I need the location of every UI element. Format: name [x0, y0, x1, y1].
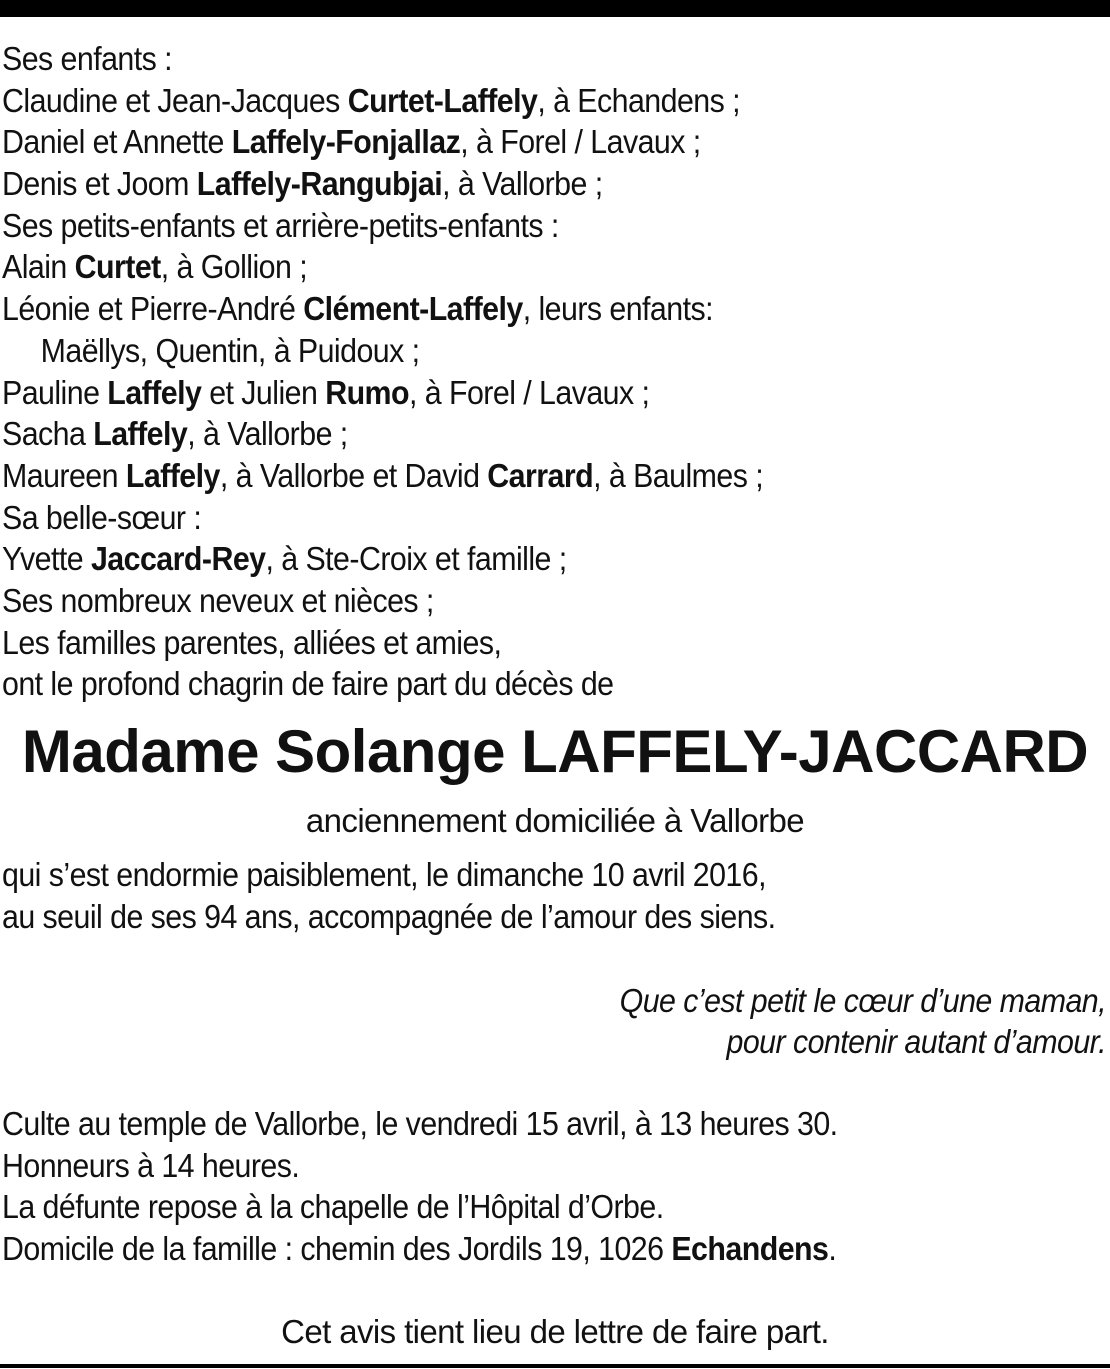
text-fragment: Culte au temple de Vallorbe, le vendredi 15 avril, à 13 heures 30. — [2, 1105, 838, 1142]
text-fragment: Les familles parentes, alliées et amies, — [2, 623, 502, 661]
text-line — [2, 497, 1014, 539]
name-bold: Clément-Laffely — [303, 290, 523, 328]
text-fragment: , à Vallorbe ; — [187, 415, 348, 453]
text-line — [2, 80, 1014, 122]
text-fragment: La défunte repose à la chapelle de l’Hôpital d’Orbe. — [2, 1188, 664, 1226]
ceremony-details — [2, 1103, 1102, 1270]
text-fragment: Yvette — [2, 540, 91, 578]
text-fragment: Alain — [2, 248, 75, 286]
text-fragment: Claudine et Jean-Jacques — [2, 81, 348, 119]
name-bold: Laffely-Rangubjai — [196, 165, 443, 203]
text-line — [2, 121, 1014, 163]
text-line — [2, 1103, 1014, 1145]
text-line — [2, 413, 1014, 455]
former-residence: anciennement domiciliée à Vallorbe — [305, 802, 805, 839]
text-line — [2, 38, 1014, 80]
name-bold: Curtet-Laffely — [347, 81, 538, 119]
name-bold: Echandens — [671, 1230, 829, 1268]
text-line — [2, 1186, 1014, 1228]
text-fragment: . — [828, 1230, 837, 1268]
text-fragment: , à Echandens ; — [537, 81, 741, 119]
name-bold: Carrard — [487, 456, 594, 494]
text-fragment: , à Gollion ; — [160, 248, 308, 286]
text-fragment: qui s’est endormie paisiblement, le dimanche 10 avril 2016, — [2, 856, 766, 893]
text-line — [2, 896, 1014, 938]
text-fragment: et Julien — [201, 373, 326, 411]
text-line — [2, 622, 1014, 664]
text-line — [2, 1228, 1014, 1270]
text-line — [2, 663, 1014, 705]
quote-line: Que c’est petit le cœur d’une maman, — [619, 982, 1106, 1019]
text-line — [2, 288, 1014, 330]
death-announcement — [2, 854, 1102, 937]
text-fragment: Maureen — [2, 456, 126, 494]
text-line — [2, 455, 1014, 497]
text-line — [2, 205, 1014, 247]
quote-line: pour contenir autant d’amour. — [726, 1023, 1106, 1060]
name-bold: Laffely — [107, 373, 202, 411]
text-line — [2, 580, 1014, 622]
text-fragment: Léonie et Pierre-André — [2, 290, 304, 328]
name-bold: Laffely-Fonjallaz — [231, 123, 461, 161]
text-line — [2, 538, 1014, 580]
text-line — [2, 246, 1014, 288]
text-fragment: , à Forel / Lavaux ; — [408, 373, 650, 411]
text-fragment: , à Forel / Lavaux ; — [460, 123, 701, 161]
text-fragment: Daniel et Annette — [2, 123, 232, 161]
text-fragment: Pauline — [2, 373, 108, 411]
family-list — [2, 38, 1102, 705]
top-rule — [0, 0, 1110, 17]
quote — [406, 980, 1106, 1062]
text-fragment: au seuil de ses 94 ans, accompagnée de l’amour des siens. — [2, 897, 776, 935]
text-fragment: Ses petits-enfants et arrière-petits-enfants : — [2, 206, 559, 244]
text-line — [2, 330, 1014, 372]
text-line — [2, 372, 1014, 414]
text-fragment: Maëllys, Quentin, à Puidoux ; — [40, 331, 420, 369]
text-fragment: Sa belle-sœur : — [2, 498, 202, 536]
text-line — [2, 854, 1014, 896]
text-fragment: , leurs enfants: — [522, 290, 714, 328]
text-fragment: , à Vallorbe et David — [219, 456, 488, 494]
name-bold: Laffely — [125, 456, 220, 494]
text-line — [2, 163, 1014, 205]
text-fragment: Sacha — [2, 415, 94, 453]
text-fragment: Domicile de la famille : chemin des Jordils 19, 1026 — [2, 1230, 672, 1268]
closing-note: Cet avis tient lieu de lettre de faire part. — [281, 1313, 829, 1350]
name-bold: Laffely — [93, 415, 188, 453]
name-bold: Curtet — [74, 248, 161, 286]
text-fragment: Denis et Joom — [2, 165, 197, 203]
text-fragment: Honneurs à 14 heures. — [2, 1146, 300, 1184]
text-fragment: , à Ste-Croix et famille ; — [265, 540, 567, 578]
text-fragment: , à Vallorbe ; — [442, 165, 603, 203]
name-bold: Rumo — [325, 373, 409, 411]
text-fragment: ont le profond chagrin de faire part du décès de — [2, 665, 614, 703]
text-fragment: Ses nombreux neveux et nièces ; — [2, 581, 434, 619]
text-line — [2, 1145, 1014, 1187]
bottom-rule — [0, 1364, 1110, 1368]
text-fragment: Ses enfants : — [2, 40, 173, 77]
deceased-name: Madame Solange LAFFELY-JACCARD — [21, 718, 1089, 785]
text-fragment: , à Baulmes ; — [593, 456, 764, 494]
name-bold: Jaccard-Rey — [90, 540, 266, 578]
